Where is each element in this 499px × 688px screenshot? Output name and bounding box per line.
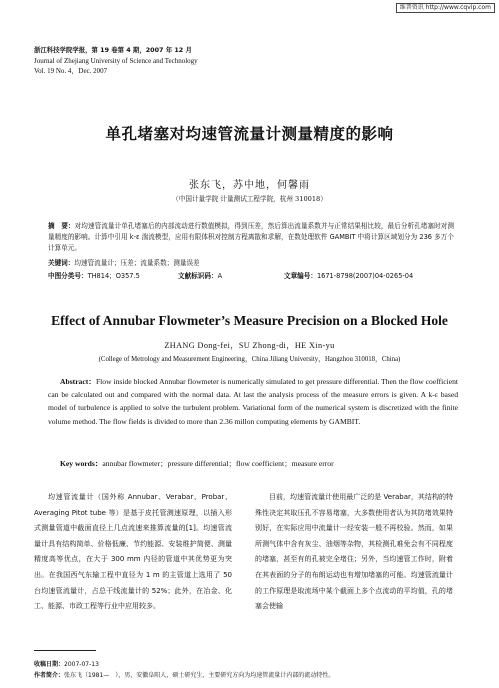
doc-code-value: A — [217, 272, 223, 280]
affiliation-en: (College of Metrology and Measurement Engineering，China Jiliang University，Hangzhou 310018，China) — [98, 356, 401, 363]
body-column-left: 均速管流量计（国外称 Annubar、Verabar、Probar、Averaging Pitot tube 等）是基于皮托管测速原理，以插入形式测量管道中截面直径上几点流速来推算流量的[1]。均速管流量计具有结构简单、价格低廉、节约能源、安装维护简便、测量精度高等优点，在大于 300 mm 内径的管道中其优势更为突出。在我国西气东输工程中直径为 1 m 的主管道上选用了 50 台均速管流量计，占总干线流量计的 52%；此外，在冶金、化工、能源、市政工程等行业中应用较多。 — [34, 493, 232, 611]
keywords-cn — [48, 257, 200, 267]
body-column-right: 目前，均速管流量计使用最广泛的是 Verabar，其结构的特殊性决定其取压孔不容易堵塞，大多数使用者认为其防堵效果特别好，在实际应用中流量计一经安装一般不再校验。然而，如果所测气体中含有灰尘、油烟等杂物，其检测孔难免会有不同程度的堵塞，甚至有的孔被完全堵住；另外，当均速管工作时，附着在其表面的分子的布朗运动也有增加堵塞的可能。均速管流量计的工作原理是取流场中某个截面上多个点流动的平均值，孔的堵塞会使输 — [255, 493, 453, 611]
abstract-cn-text: 对均速管流量计单孔堵塞后的内部流动进行数值模拟，得到压差，然后算出流量系数并与正常结果相比较，最后分析孔堵塞时对测量精度的影响。计算中引用 k-ε 湍流模型，应用有限体积对控制方程离散和求解，在数处理软件 GAMBIT 中将计算区域划分为 236 多万个计算单元。 — [48, 222, 455, 253]
author-bio-label: 作者简介： — [34, 672, 65, 679]
source-watermark: 维普资讯 http://www.cqvip.com — [396, 3, 495, 13]
clc-value: TH814；O357.5 — [87, 272, 140, 280]
journal-volume-issue: Vol. 19 No. 4，Dec. 2007 — [34, 67, 108, 75]
abstract-en-label: Abstract： — [60, 377, 96, 386]
abstract-en-text: Flow inside blocked Annubar flowmeter is numerically simulated to get pressure differential. Then the flow coefficient can be calculated out and compared with the normal data. At last the analysis process of the measure errors is given. A k-ε based model of turbulence is applied to solve the turbulent problem. Variational form of the numerical system is discretized with the finite volume method. The flow fields is divided to more than 2.36 millon computing elements by GAMBIT. — [48, 377, 458, 426]
authors-en: ZHANG Dong-fei，SU Zhong-di，HE Xin-yu — [164, 341, 335, 350]
author-bio-text: 张东飞（1981— ），男，安徽阜阳人，硕士研究生，主要研究方向为均速管流量计内部的流动特性。 — [64, 672, 335, 679]
keywords-cn-text: 均速管流量计；压差；流量系数；测量误差 — [74, 259, 200, 267]
clc-label: 中图分类号： — [48, 272, 88, 280]
abstract-en — [48, 375, 458, 428]
keywords-cn-label: 关键词： — [48, 259, 75, 267]
footnote-rule — [34, 650, 96, 651]
keywords-en — [48, 457, 458, 470]
article-number-value: 1671-8798(2007)04-0265-04 — [316, 272, 414, 280]
received-value: 2007-07-13 — [64, 661, 99, 668]
document-code — [178, 270, 222, 280]
affiliation-cn: （中国计量学院 计量测试工程学院，杭州 310018） — [172, 195, 327, 203]
received-label: 收稿日期： — [34, 661, 65, 668]
author-bio — [34, 670, 334, 679]
journal-header-en: Journal of Zhejiang University of Science and Technology — [34, 57, 198, 65]
received-date — [34, 659, 99, 668]
clc-number — [48, 270, 140, 280]
paper-title-cn: 单孔堵塞对均速管流量计测量精度的影响 — [105, 125, 394, 143]
article-number — [284, 270, 413, 280]
keywords-en-label: Key words： — [60, 459, 103, 468]
abstract-cn-label: 摘 要： — [48, 222, 75, 230]
journal-header-cn: 浙江科技学院学报，第 19 卷第 4 期，2007 年 12 月 — [34, 46, 192, 54]
article-number-label: 文章编号： — [284, 272, 317, 280]
keywords-en-text: annubar flowmeter；pressure differential；flow coefficient；measure error — [102, 459, 334, 468]
authors-cn: 张东飞，苏中地，何馨雨 — [189, 180, 310, 191]
paper-title-en: Effect of Annubar Flowmeter’s Measure Precision on a Blocked Hole — [51, 313, 448, 328]
doc-code-label: 文献标识码： — [178, 272, 218, 280]
abstract-cn — [48, 221, 454, 255]
